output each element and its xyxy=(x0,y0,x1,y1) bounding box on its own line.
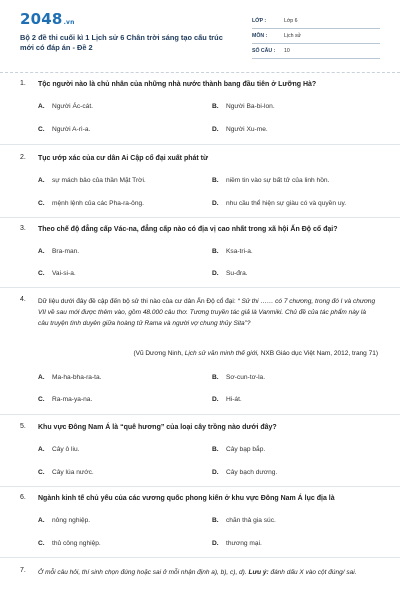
question-number: 2. xyxy=(20,154,26,161)
question-text: Ngành kinh tế chủ yếu của các vương quốc phong kiến ở khu vực Đông Nam Á lục địa là xyxy=(38,495,335,502)
option-text: thương mại. xyxy=(226,540,262,547)
option-a[interactable] xyxy=(38,177,146,184)
info-row-class xyxy=(252,14,380,29)
option-d[interactable] xyxy=(212,126,268,133)
option-d[interactable] xyxy=(212,396,242,403)
question-instruction: Ở mỗi câu hỏi, thí sinh chọn đúng hoặc sai ở mỗi nhận định a), b), c), d). xyxy=(38,569,247,576)
info-row-question-count xyxy=(252,44,380,59)
option-text: thủ công nghiệp. xyxy=(52,540,101,547)
exam-header xyxy=(0,0,400,72)
option-letter: D. xyxy=(212,540,219,547)
logo-text: 2048 xyxy=(20,10,63,28)
option-text: Ksa-tri-a. xyxy=(226,248,253,255)
site-logo[interactable] xyxy=(20,10,75,28)
question-divider xyxy=(0,414,400,415)
option-letter: A. xyxy=(38,177,45,184)
option-text: niềm tin vào sự bất tử của linh hồn. xyxy=(226,177,330,184)
option-text: Người Ba-bi-lon. xyxy=(226,103,275,110)
info-value: Lịch sử xyxy=(284,33,302,39)
question-note: đánh dấu X vào cột đúng/ sai. xyxy=(270,569,357,576)
option-text: sự mách bảo của thần Mặt Trời. xyxy=(52,177,146,184)
option-letter: B. xyxy=(212,517,219,524)
option-text: chăn thả gia súc. xyxy=(226,517,276,524)
option-a[interactable] xyxy=(38,103,93,110)
question-text: Tục ướp xác của cư dân Ai Cập cổ đại xuất phát từ xyxy=(38,155,209,162)
question-number: 1. xyxy=(20,80,26,87)
option-letter: C. xyxy=(38,126,45,133)
option-letter: A. xyxy=(38,374,45,381)
option-text: Ra-ma-ya-na. xyxy=(52,396,93,403)
option-letter: B. xyxy=(212,248,219,255)
option-text: Cây bạch dương. xyxy=(226,469,278,476)
question-lead: Dữ liệu dưới đây đề cập đến bộ sử thi nào của cư dân Ấn Độ cổ đại: xyxy=(38,298,236,305)
option-text: Cây lúa nước. xyxy=(52,469,94,476)
option-d[interactable] xyxy=(212,270,248,277)
question-number: 7. xyxy=(20,567,26,574)
option-c[interactable] xyxy=(38,540,101,547)
question-text: Theo chế độ đẳng cấp Vác-na, đẳng cấp nào có địa vị cao nhất trong xã hội Ấn Độ cổ đại? xyxy=(38,226,338,233)
option-c[interactable] xyxy=(38,270,76,277)
option-text: Người Ác-cát. xyxy=(52,103,93,110)
question-number: 3. xyxy=(20,225,26,232)
option-letter: C. xyxy=(38,270,45,277)
option-text: nhu cầu thể hiện sự giàu có và quyền uy. xyxy=(226,200,347,207)
option-letter: C. xyxy=(38,396,45,403)
source-author: (Vũ Dương Ninh, xyxy=(133,350,183,357)
question-divider xyxy=(0,287,400,288)
option-d[interactable] xyxy=(212,200,346,207)
option-d[interactable] xyxy=(212,540,262,547)
option-c[interactable] xyxy=(38,200,144,207)
option-letter: B. xyxy=(212,177,219,184)
header-divider xyxy=(0,72,400,73)
option-b[interactable] xyxy=(212,517,276,524)
option-letter: B. xyxy=(212,446,219,453)
option-text: Su-đra. xyxy=(226,270,248,277)
option-c[interactable] xyxy=(38,396,92,403)
option-b[interactable] xyxy=(212,374,265,381)
option-letter: B. xyxy=(212,103,219,110)
question-source xyxy=(38,350,378,357)
option-b[interactable] xyxy=(212,248,253,255)
question-text xyxy=(38,567,378,578)
option-c[interactable] xyxy=(38,469,94,476)
info-label: LỚP : xyxy=(252,18,267,24)
option-b[interactable] xyxy=(212,103,275,110)
option-letter: D. xyxy=(212,126,219,133)
logo-suffix: .vn xyxy=(63,19,75,26)
option-text: Bra-man. xyxy=(52,248,80,255)
info-value: Lớp 6 xyxy=(284,18,298,24)
question-number: 4. xyxy=(20,296,26,303)
option-letter: A. xyxy=(38,517,45,524)
source-book: Lịch sử văn minh thế giới, xyxy=(184,350,259,357)
option-letter: C. xyxy=(38,540,45,547)
question-text: Tộc người nào là chủ nhân của những nhà nước thành bang đầu tiên ở Lưỡng Hà? xyxy=(38,81,317,88)
option-text: Người Xu-me. xyxy=(226,126,268,133)
option-text: Hi-át. xyxy=(226,396,242,403)
option-a[interactable] xyxy=(38,446,80,453)
option-c[interactable] xyxy=(38,126,90,133)
option-letter: D. xyxy=(212,469,219,476)
question-text xyxy=(38,296,378,329)
option-letter: C. xyxy=(38,200,45,207)
exam-info-table xyxy=(252,14,380,59)
option-text: nông nghiệp. xyxy=(52,517,91,524)
option-text: mệnh lệnh của các Pha-ra-ông. xyxy=(52,200,145,207)
option-text: Người A-rì-a. xyxy=(52,126,91,133)
question-number: 6. xyxy=(20,494,26,501)
option-text: Sơ-cun-tơ-la. xyxy=(226,374,266,381)
info-label: MÔN : xyxy=(252,33,268,39)
question-number: 5. xyxy=(20,423,26,430)
option-a[interactable] xyxy=(38,248,79,255)
option-letter: C. xyxy=(38,469,45,476)
info-value: 10 xyxy=(284,48,290,54)
question-text: Khu vực Đông Nam Á là “quê hương” của loại cây trồng nào dưới đây? xyxy=(38,424,277,431)
question-divider xyxy=(0,486,400,487)
option-b[interactable] xyxy=(212,446,265,453)
option-a[interactable] xyxy=(38,517,90,524)
option-letter: D. xyxy=(212,200,219,207)
question-divider xyxy=(0,144,400,145)
question-quote: “ Sử thi …… có 7 chương, trong đó I và chương VII về sau mới được thêm vào, gồm 48.000 câu thơ. Tương truyền tác giả là Vanmiki. Chủ đề của tác phẩm này là câu truyện tình duyên giữa hoàng tử Rama và người vợ chung thủy Sita”? xyxy=(38,298,376,327)
option-letter: D. xyxy=(212,396,219,403)
source-publisher: NXB Giáo dục Việt Nam, 2012, trang 71) xyxy=(260,350,378,357)
info-row-subject xyxy=(252,29,380,44)
option-d[interactable] xyxy=(212,469,277,476)
exam-title: Bộ 2 đề thi cuối kì 1 Lịch sử 6 Chân trời sáng tạo cấu trúc mới có đáp án - Đề 2 xyxy=(20,33,223,52)
option-a[interactable] xyxy=(38,374,101,381)
question-divider xyxy=(0,557,400,558)
info-label: SỐ CÂU : xyxy=(252,48,276,54)
question-divider xyxy=(0,217,400,218)
option-text: Cây ô liu. xyxy=(52,446,80,453)
option-letter: A. xyxy=(38,446,45,453)
option-text: Cây bạp bắp. xyxy=(226,446,266,453)
option-letter: A. xyxy=(38,248,45,255)
option-letter: A. xyxy=(38,103,45,110)
option-letter: D. xyxy=(212,270,219,277)
question-note-label: Lưu ý: xyxy=(248,569,269,576)
option-b[interactable] xyxy=(212,177,329,184)
option-text: Ma-ha-bha-ra-ta. xyxy=(52,374,102,381)
option-letter: B. xyxy=(212,374,219,381)
option-text: Vai-si-a. xyxy=(52,270,76,277)
